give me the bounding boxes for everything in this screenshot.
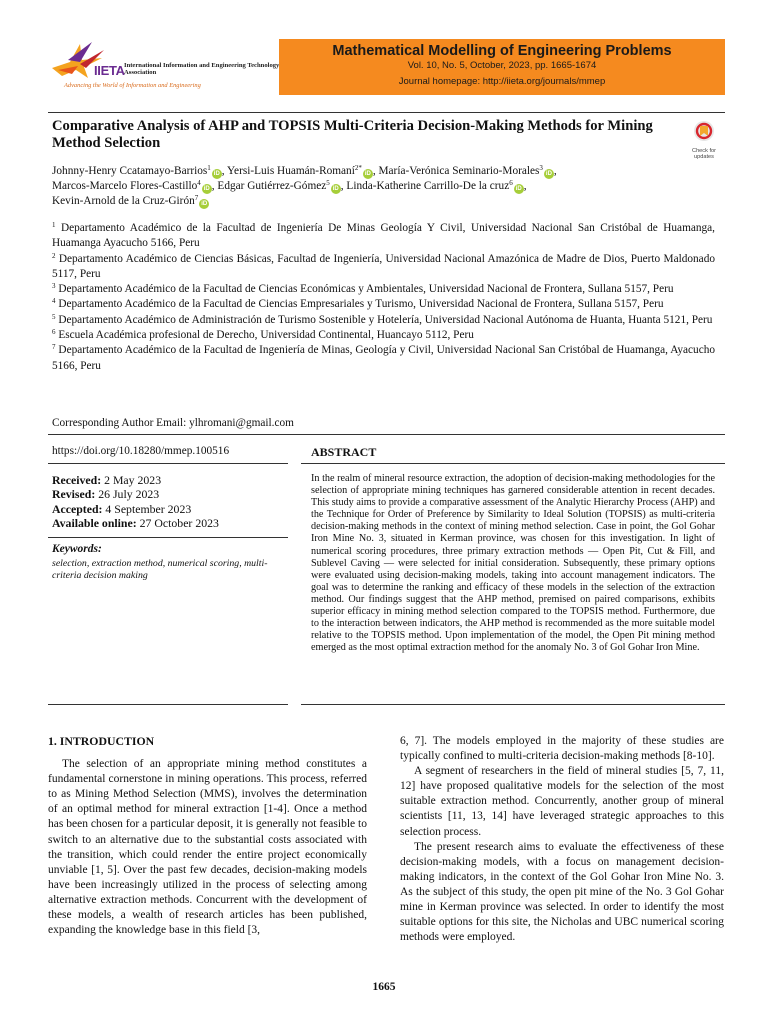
journal-volume: Vol. 10, No. 5, October, 2023, pp. 1665-1674 [407, 60, 597, 71]
orcid-icon[interactable]: iD [213, 171, 220, 177]
corresponding-author: Corresponding Author Email: ylhromani@gmail.com [52, 417, 294, 429]
author: Edgar Gutiérrez-Gómez$^5$iD , [217, 179, 347, 192]
divider [48, 704, 288, 705]
paragraph: The selection of an appropriate mining method constitutes a fundamental cornerstone in mining operations. This process, referred to as Mining Method Selection (MMS), involves the determination of an optimal method for mineral extraction [1-4]. Once a method has been chosen for a particular deposit, it is generally not feasible to switch to an alternative due to the substantial costs associated with the transition, which could render the entire project economically unviable [1, 5]. Over the past few decades, decision-making models have been increasingly utilized in the process of selecting among alternative extraction methods. Concurrent with the development of these models, a wealth of research articles has been published, expanding the knowledge base in this field [3, [48, 758, 367, 937]
paragraph: The present research aims to evaluate the effectiveness of these decision-making models, with a focus on management decision-making indicators, in the context of the Gol Gohar Iron Mine No. 3. As the subject of this study, the open pit mine of the No. 3 Gol Gohar mine in Kerman province was selected. In order to identify the most suitable options for this site, the Nicholas and UBC numerical scoring methods were employed. [400, 840, 724, 944]
check-for-updates-badge[interactable] [684, 120, 724, 160]
divider [48, 537, 288, 538]
journal-homepage-link[interactable]: Journal homepage: http://iieta.org/journals/mmep [398, 76, 606, 87]
divider [48, 463, 288, 464]
publisher-abbr: IIETA [94, 63, 125, 78]
author: María-Verónica Seminario-Morales$^3$iD , [378, 164, 557, 177]
orcid-icon[interactable]: iD [515, 186, 522, 192]
orcid-icon[interactable]: iD [364, 171, 371, 177]
doi-link[interactable]: https://doi.org/10.18280/mmep.100516 [52, 445, 230, 457]
journal-banner [279, 39, 725, 95]
affiliation-list [52, 221, 715, 374]
publisher-logo [50, 40, 280, 94]
orcid-icon[interactable]: iD [201, 201, 208, 207]
affiliation: $^4$ Departamento Académico de la Facultad de Ciencias Empresariales y Turismo, Universidad Nacional de Frontera, Sullana 5157, Peru [52, 297, 664, 311]
author: Yersi-Luis Huamán-Romaní$^{2*}$iD , [227, 164, 379, 177]
orcid-icon[interactable]: iD [545, 171, 552, 177]
section-heading: 1. INTRODUCTION [48, 734, 155, 748]
page-number: 1665 [372, 981, 396, 993]
paragraph: 6, 7]. The models employed in the majority of these studies are typically confined to multi-criteria decision-making methods [8-10]. [400, 735, 724, 763]
keywords-heading: Keywords: [52, 543, 102, 555]
divider [48, 434, 725, 435]
author-list [52, 164, 722, 209]
paper-title: Comparative Analysis of AHP and TOPSIS Multi-Criteria Decision-Making Methods for Mining Method Selection [52, 118, 653, 151]
orcid-icon[interactable]: iD [203, 186, 210, 192]
abstract-heading: ABSTRACT [311, 445, 377, 459]
paragraph: A segment of researchers in the field of mineral studies [5, 7, 11, 12] have proposed qualitative models for the selection of the most suitable extraction method. Concurrently, another group of mineral scientists [11, 13, 14] have leveraged strategic approaches to this selection process. [400, 765, 724, 838]
check-for-updates-label: Check for updates [692, 148, 716, 160]
affiliation: $^1$ Departamento Académico de la Facultad de Ingeniería De Minas Geología Y Civil, Universidad Nacional San Cristóbal de Huamanga, Huamanga Ayacucho 5166, Peru [52, 221, 716, 250]
header-divider [48, 112, 725, 113]
journal-title: Mathematical Modelling of Engineering Problems [332, 43, 672, 59]
publisher-tagline: Advancing the World of Information and Engineering [64, 82, 201, 89]
abstract-text: In the realm of mineral resource extraction, the adoption of decision-making methodologies for the selection of appropriate mining techniques has garnered considerable attention in recent decades. This study aims to provide a comparative assessment of the Analytic Hierarchy Process (AHP) and the Technique for Order of Preference by Similarity to Ideal Solution (TOPSIS) as multi-criteria decision-making methods in the context of mining method selection. Case in point, the Gol Gohar Iron Mine No. 3, situated in Kerman province, was chosen for this investigation. In light of numerical scoring procedures, three primary extraction methods — Open Pit, Cut & Fill, and Sublevel Caving — were selected for initial consideration. Subsequently, these primary options were evaluated using decision-making models, taking into account management indicators. The goal was to determine the ranking and efficacy of these models in the selection of the extraction method. Our findings suggest that the AHP method, premised on paired comparisons, exhibits superior efficacy in mining method selection compared to the TOPSIS method. Furthermore, due to the interaction between indicators, the AHP method is recommended as the more suitable model relative to the TOPSIS method. Upon implementation of the model, the Open Pit mining method emerged as the most optimal extraction method for the anomaly No. 3 of Gol Gohar Iron Mine. [311, 473, 715, 654]
check-for-updates-icon [693, 120, 715, 142]
affiliation: $^5$ Departamento Académico de Administración de Turismo Sostenible y Hotelería, Universidad Nacional Autónoma de Huanta, Huanta 5121, Peru [52, 312, 713, 326]
affiliation: $^6$ Escuela Académica profesional de Derecho, Universidad Continental, Huancayo 5112, Peru [52, 328, 474, 342]
body-column-left [48, 734, 367, 938]
author: Johnny-Henry Ccatamayo-Barrios$^1$iD , [52, 164, 228, 177]
author: Linda-Katherine Carrillo-De la cruz$^6$iD , [346, 179, 527, 192]
author: Kevin-Arnold de la Cruz-Girón$^7$iD [52, 194, 208, 207]
article-dates: Received: 2 May 2023 Revised: 26 July 2023 Accepted: 4 September 2023 Available online: 27 October 2023 [52, 473, 219, 530]
keywords-text: selection, extraction method, numerical scoring, multi-criteria decision making [52, 558, 268, 581]
affiliation: $^3$ Departamento Académico de la Facultad de Ciencias Económicas y Ambientales, Universidad Nacional de Frontera, Sullana 5157, Peru [52, 282, 674, 296]
orcid-icon[interactable]: iD [332, 186, 339, 192]
body-column-right [400, 734, 724, 945]
divider [301, 463, 725, 464]
publisher-full-name: International Information and Engineering Technology Association [124, 62, 280, 77]
affiliation: $^2$ Departamento Académico de Ciencias Básicas, Facultad de Ingeniería, Universidad Nacional Amazónica de Madre de Dios, Puerto Maldonado 5117, Peru [52, 251, 715, 280]
author: Marcos-Marcelo Flores-Castillo$^4$iD , [52, 179, 218, 192]
divider [301, 704, 725, 705]
affiliation: $^7$ Departamento Académico de la Facultad de Ingeniería de Minas, Geología y Civil, Universidad Nacional San Cristóbal de Huamanga, Ayacucho 5166, Peru [52, 343, 716, 372]
